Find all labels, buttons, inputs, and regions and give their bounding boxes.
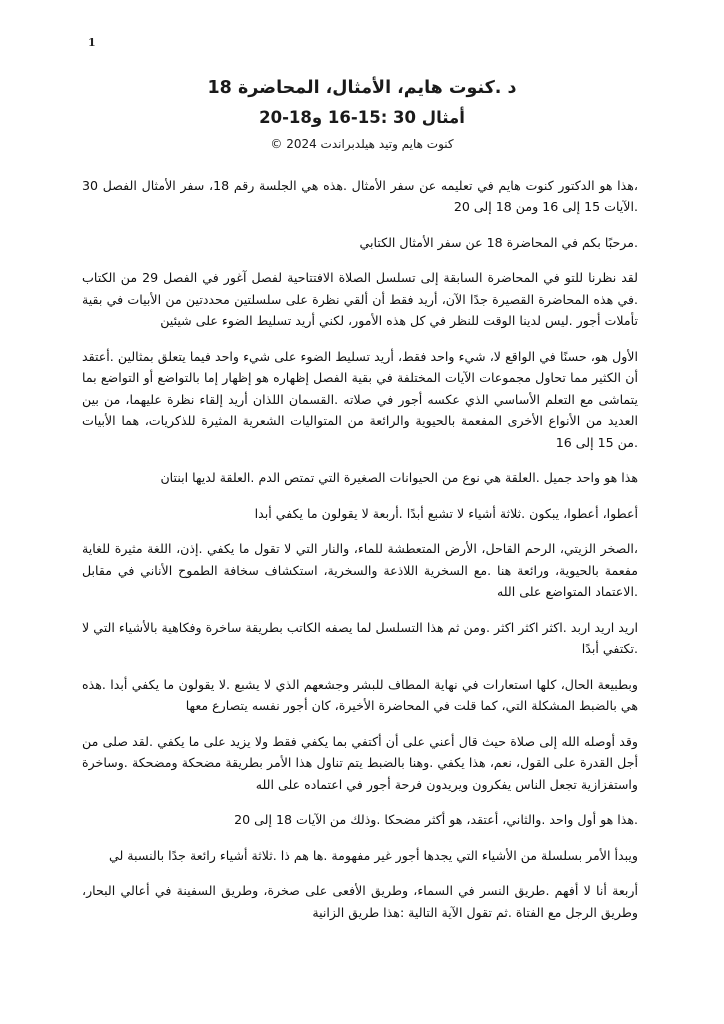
paragraph: ،الصخر الزيتي، الرحم القاحل، الأرض المتعطشة للماء، والنار التي لا تقول ما يكفي .إذن، اللغة مثيرة للغاية مفعمة بالحيوية، ورائعة هنا .مع السخرية اللاذعة والسخرية، استكشاف سخافة الطموح الأناني في مقابل .الاعتماد المتواضع على الله bbox=[82, 541, 638, 600]
document-body bbox=[82, 175, 638, 924]
paragraph: أعطوا، أعطوا، يبكون .ثلاثة أشياء لا تشبع أبدًا .أربعة لا يقولون ما يكفي أبدا bbox=[254, 505, 638, 521]
title-block bbox=[0, 0, 724, 153]
paragraph: .مرحبًا بكم في المحاضرة 18 عن سفر الأمثال الكتابي bbox=[359, 234, 638, 250]
page-number: 1 bbox=[88, 36, 96, 49]
paragraph: وبطبيعة الحال، كلها استعارات في نهاية المطاف للبشر وجشعهم الذي لا يشبع .لا يقولون ما يكفي أبدا .هذه هي بالضبط المشكلة التي، كما قلت في المحاضرة الأخيرة، كان أجور نفسه يتصارع معها bbox=[82, 676, 638, 714]
copyright-line: كنوت هايم وتيد هيلدبراندت 2024 © bbox=[270, 136, 454, 151]
document-title: د .كنوت هايم، الأمثال، المحاضرة 18 bbox=[207, 78, 517, 98]
paragraph: اريد اريد اربد .اكثر اكثر اكثر .ومن ثم هذا التسلسل لما يصفه الكاتب بطريقة ساخرة وفكاهية بالأشياء التي لا .تكتفي أبدًا bbox=[82, 619, 638, 657]
paragraph: الأول هو، حسنًا في الواقع لا، شيء واحد فقط، أريد تسليط الضوء على شيء واحد فيما يتعلق بمثالين .أعتقد أن الكثير مما تحاول مجموعات الآيات المختلفة في بقية الفصل إظهاره هو إظهار إما بالتواضع أو التواضع بما يتماشى مع التعلم الأساسي الذي عكسه أجور في صلاته .القسمان اللذان أريد إلقاء نظرة عليهما، من بين العديد من الأنواع الأخرى المفعمة بالحيوية والرائعة من المتواليات الشعرية المثيرة للذكريات، هما الأبيات .من 15 إلى 16 bbox=[82, 348, 638, 450]
paragraph: لقد نظرنا للتو في المحاضرة السابقة إلى تسلسل الصلاة الافتتاحية لفصل آغور في الفصل 29 من الكتاب .في هذه المحاضرة القصيرة جدًا الآن، أريد فقط أن ألقي نظرة على سلسلتين محددتين من الأبيات في بقية تأملات أجور .ليس لدينا الوقت للنظر في كل هذه الأمور، لكني أريد تسليط الضوء على شيئين bbox=[82, 270, 639, 329]
paragraph: هذا هو واحد جميل .العلقة هي نوع من الحيوانات الصغيرة التي تمتص الدم .العلقة لديها ابنتان bbox=[160, 470, 638, 486]
paragraph: .هذا هو أول واحد .والثاني، أعتقد، هو أكثر مضحكا .وذلك من الآيات 18 إلى 20 bbox=[234, 812, 638, 828]
paragraph: ،هذا هو الدكتور كنوت هايم في تعليمه عن سفر الأمثال .هذه هي الجلسة رقم 18، سفر الأمثال الفصل 30 .الآيات 15 إلى 16 ومن 18 إلى 20 bbox=[82, 177, 638, 215]
paragraph: وقد أوصله الله إلى صلاة حيث قال أعني على أن أكتفي بما يكفي فقط ولا يزيد على ما يكفي .لقد صلى من أجل القدرة على القول، نعم، هذا يكفي .وهنا بالضبط يتم تناول هذا الأمر بطريقة مضحكة ومضحكة .وساخرة واستفزازية تجعل الناس يفكرون ويريدون فرحة أجور في اعتماده على الله bbox=[82, 733, 638, 792]
document-subtitle: أمثال 30 :15-16 و18-20 bbox=[259, 107, 465, 127]
paragraph: أربعة أنا لا أفهم .طريق النسر في السماء، وطريق الأفعى على صخرة، وطريق السفينة في أعالي البحار، وطريق الرجل مع الفتاة .ثم تقول الآية التالية :هذا طريق الزانية bbox=[82, 883, 638, 920]
paragraph: ويبدأ الأمر بسلسلة من الأشياء التي يجدها أجور غير مفهومة .ها هم ذا .ثلاثة أشياء رائعة جدًا بالنسبة لي bbox=[108, 847, 638, 863]
